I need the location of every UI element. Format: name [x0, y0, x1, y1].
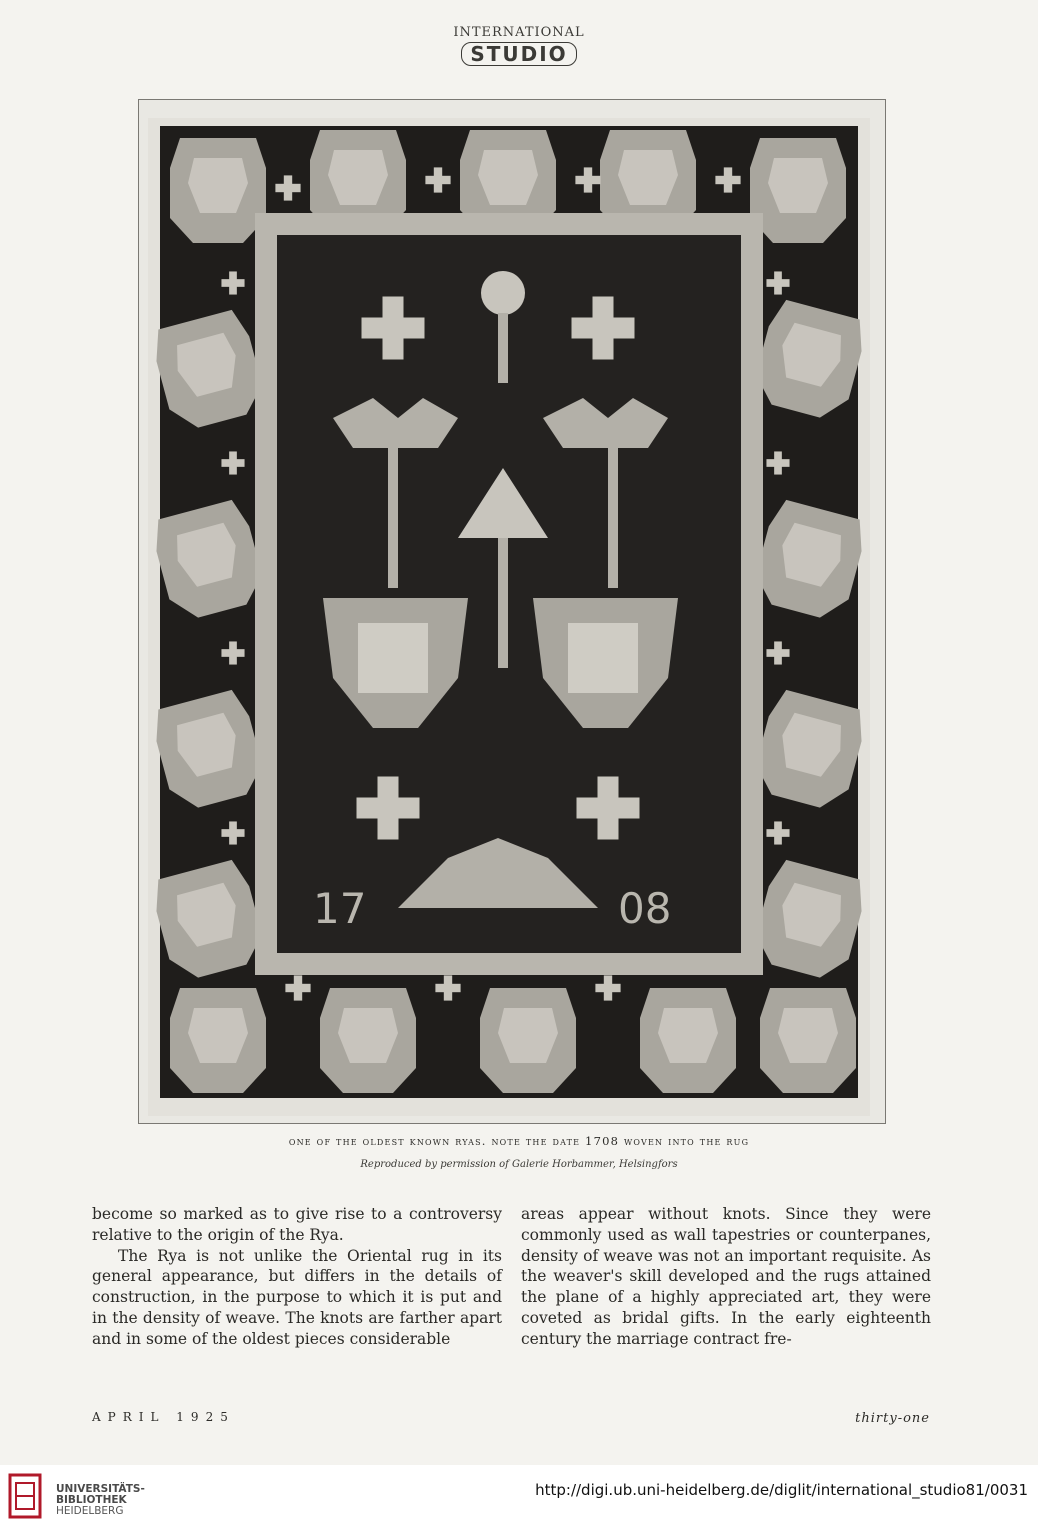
woven-date-left: 17	[313, 884, 367, 933]
library-name-line2: BIBLIOTHEK	[56, 1494, 127, 1506]
woven-rug-illustration-icon	[148, 118, 870, 1116]
source-url-link[interactable]: http://digi.ub.uni-heidelberg.de/diglit/international_studio81/0031	[535, 1481, 1028, 1499]
paragraph: The Rya is not unlike the Oriental rug in its general appearance, but differs in the details of construction, in the purpose to which it is put and in the density of weave. The knots are farther apart and in some of the oldest pieces considerable	[92, 1246, 502, 1348]
library-name-line1: UNIVERSITÄTS-	[56, 1483, 145, 1495]
figure-credit: Reproduced by permission of Galerie Horbammer, Helsingfors	[360, 1159, 678, 1170]
page-number: thirty-one	[855, 1411, 930, 1426]
body-column-right	[521, 1204, 931, 1350]
body-column-left	[92, 1204, 502, 1350]
issue-date: APRIL 1925	[92, 1410, 235, 1424]
paragraph: become so marked as to give rise to a controversy relative to the origin of the Rya.	[92, 1205, 502, 1244]
library-name-line3: HEIDELBERG	[56, 1505, 124, 1517]
masthead-line1: INTERNATIONAL	[453, 25, 585, 40]
figure-caption: one of the oldest known ryas. note the date 1708 woven into the rug	[288, 1134, 750, 1148]
woven-date-right: 08	[618, 884, 672, 933]
paragraph: areas appear without knots. Since they were commonly used as wall tapestries or counterpanes, density of weave was not an important requisite. As the weaver's skill developed and the rugs attained the plane of a highly appreciated art, they were coveted as bridal gifts. In the early eighteenth century the marriage contract fre-	[521, 1205, 931, 1348]
masthead	[0, 26, 1038, 66]
library-footer	[0, 1465, 1038, 1539]
masthead-line2: STUDIO	[461, 42, 576, 66]
